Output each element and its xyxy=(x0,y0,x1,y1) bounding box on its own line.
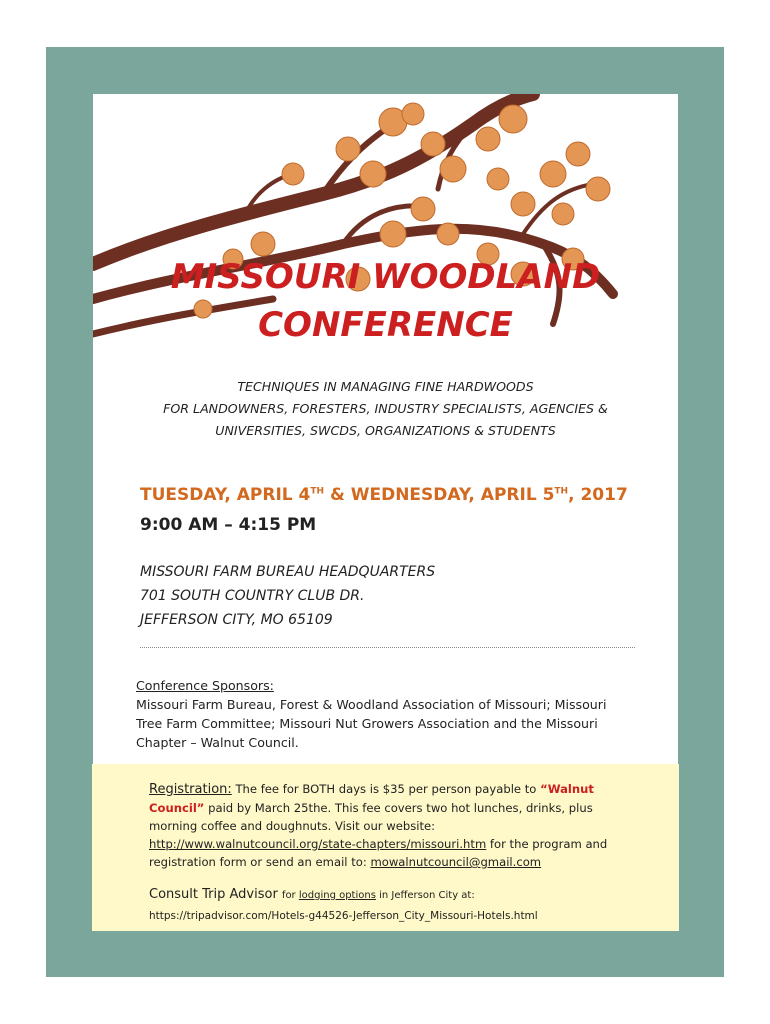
registration-details: paid by March 25the. This fee covers two hot lunches, drinks, plus morning coffee and doughnuts. Visit our website: xyxy=(149,801,593,833)
event-year: , 2017 xyxy=(568,485,628,505)
venue-city: JEFFERSON CITY, MO 65109 xyxy=(140,612,333,628)
registration-fee-text: The fee for BOTH days is $35 per person payable to xyxy=(231,782,541,796)
venue-address xyxy=(140,560,435,632)
website-link[interactable]: http://www.walnutcouncil.org/state-chapters/missouri.htm xyxy=(149,837,487,851)
sponsors-text: Missouri Farm Bureau, Forest & Woodland Association of Missouri; Missouri Tree Farm Committee; Missouri Nut Growers Association and the Missouri Chapter – Walnut Council. xyxy=(136,697,607,750)
conference-subtitle xyxy=(93,376,678,442)
venue-street: 701 SOUTH COUNTRY CLUB DR. xyxy=(140,588,365,604)
event-time: 9:00 AM – 4:15 PM xyxy=(140,515,317,535)
lodging-options-link[interactable]: lodging options xyxy=(298,890,376,901)
day2-text: & WEDNESDAY, APRIL 5 xyxy=(324,485,555,505)
title-line-2: CONFERENCE xyxy=(258,305,513,345)
trip-lead: Consult Trip Advisor xyxy=(149,887,282,902)
conference-title xyxy=(93,253,678,349)
subtitle-line-2: FOR LANDOWNERS, FORESTERS, INDUSTRY SPECIALISTS, AGENCIES & xyxy=(163,401,608,416)
day1-suffix: TH xyxy=(310,486,325,497)
day1-text: TUESDAY, APRIL 4 xyxy=(140,485,311,505)
trip-rest: in Jefferson City at: xyxy=(375,890,475,901)
tripadvisor-section xyxy=(149,884,619,926)
title-line-1: MISSOURI WOODLAND xyxy=(170,257,601,297)
registration-text xyxy=(149,780,619,871)
sponsors-section xyxy=(136,676,636,752)
payee-name: “Walnut Council” xyxy=(149,782,594,815)
subtitle-line-3: UNIVERSITIES, SWCDS, ORGANIZATIONS & STUDENTS xyxy=(215,423,556,438)
sponsors-heading: Conference Sponsors: xyxy=(136,678,274,693)
venue-name: MISSOURI FARM BUREAU HEADQUARTERS xyxy=(140,564,436,580)
registration-form-text: for the program and registration form or send an email to: xyxy=(149,837,608,869)
event-dates xyxy=(140,485,628,505)
trip-for: for xyxy=(281,890,299,901)
dotted-divider xyxy=(140,647,635,648)
email-link[interactable]: mowalnutcouncil@gmail.com xyxy=(370,855,542,869)
registration-heading: Registration: xyxy=(149,782,232,797)
day2-suffix: TH xyxy=(554,486,569,497)
subtitle-line-1: TECHNIQUES IN MANAGING FINE HARDWOODS xyxy=(237,379,534,394)
tripadvisor-url[interactable]: https://tripadvisor.com/Hotels-g44526-Jefferson_City_Missouri-Hotels.html xyxy=(149,910,538,922)
